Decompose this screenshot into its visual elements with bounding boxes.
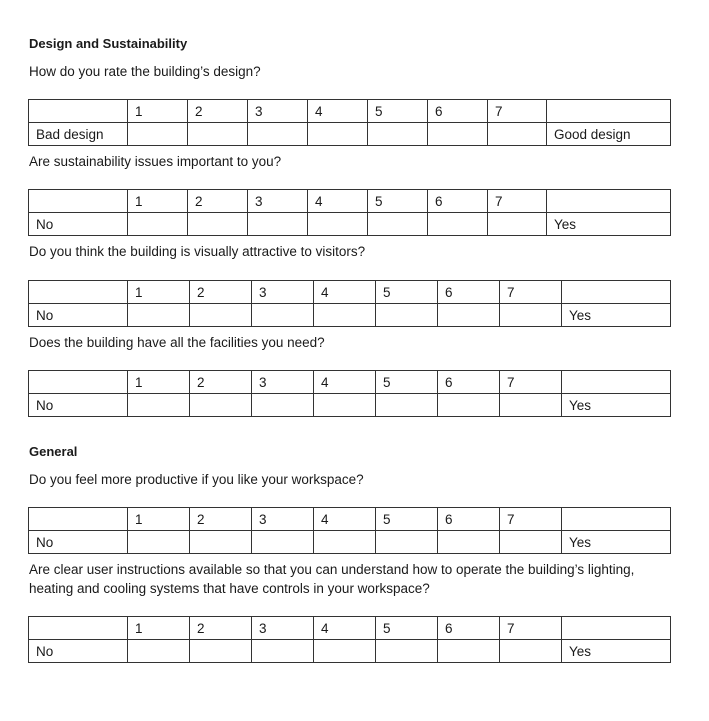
- scale-number-4: 4: [314, 371, 376, 394]
- scale-label-blank: [29, 100, 128, 123]
- rating-cell-4[interactable]: [314, 640, 376, 663]
- rating-cell-1[interactable]: [128, 123, 188, 146]
- scale-number-5: 5: [376, 371, 438, 394]
- scale-number-7: 7: [500, 281, 562, 304]
- rating-cell-5[interactable]: [376, 531, 438, 554]
- scale-number-2: 2: [188, 100, 248, 123]
- rating-cell-2[interactable]: [190, 394, 252, 417]
- scale-number-5: 5: [376, 508, 438, 531]
- rating-scale-visual: [28, 280, 671, 327]
- rating-cell-5[interactable]: [376, 640, 438, 663]
- rating-scale-design: [28, 99, 671, 146]
- rating-cell-5[interactable]: [368, 123, 428, 146]
- rating-cell-2[interactable]: [188, 123, 248, 146]
- scale-number-3: 3: [252, 508, 314, 531]
- scale-number-2: 2: [190, 508, 252, 531]
- rating-cell-2[interactable]: [190, 531, 252, 554]
- scale-high-label: Yes: [562, 640, 671, 663]
- rating-scale-sustainability: [28, 189, 671, 236]
- scale-low-label: No: [29, 213, 128, 236]
- rating-cell-1[interactable]: [128, 394, 190, 417]
- question-productivity: Do you feel more productive if you like your workspace?: [29, 472, 364, 487]
- scale-number-2: 2: [188, 190, 248, 213]
- scale-number-6: 6: [438, 617, 500, 640]
- rating-cell-6[interactable]: [438, 304, 500, 327]
- scale-label-blank: [29, 371, 128, 394]
- scale-number-6: 6: [438, 371, 500, 394]
- rating-cell-2[interactable]: [190, 640, 252, 663]
- scale-number-7: 7: [488, 190, 547, 213]
- scale-label-blank: [29, 508, 128, 531]
- question-user-instructions: Are clear user instructions available so that you can understand how to operate the building’s lighting, heating and cooling systems that have controls in your workspace?: [29, 562, 635, 596]
- rating-cell-3[interactable]: [248, 123, 308, 146]
- scale-number-2: 2: [190, 617, 252, 640]
- rating-cell-6[interactable]: [428, 123, 488, 146]
- question-visual-attraction: Do you think the building is visually attractive to visitors?: [29, 244, 366, 259]
- scale-label-blank: [562, 371, 671, 394]
- rating-cell-3[interactable]: [252, 394, 314, 417]
- rating-cell-7[interactable]: [500, 640, 562, 663]
- rating-scale-instructions: [28, 616, 671, 663]
- scale-high-label: Yes: [562, 531, 671, 554]
- rating-cell-5[interactable]: [368, 213, 428, 236]
- scale-number-1: 1: [128, 508, 190, 531]
- rating-cell-2[interactable]: [188, 213, 248, 236]
- rating-cell-6[interactable]: [438, 394, 500, 417]
- rating-cell-7[interactable]: [488, 123, 547, 146]
- rating-cell-1[interactable]: [128, 640, 190, 663]
- scale-number-2: 2: [190, 281, 252, 304]
- rating-cell-4[interactable]: [314, 304, 376, 327]
- scale-number-1: 1: [128, 281, 190, 304]
- scale-number-4: 4: [314, 281, 376, 304]
- scale-number-4: 4: [314, 617, 376, 640]
- scale-label-blank: [562, 281, 671, 304]
- rating-cell-6[interactable]: [438, 531, 500, 554]
- scale-label-blank: [29, 617, 128, 640]
- rating-cell-4[interactable]: [314, 394, 376, 417]
- scale-number-1: 1: [128, 100, 188, 123]
- scale-number-5: 5: [368, 100, 428, 123]
- scale-label-blank: [29, 190, 128, 213]
- scale-number-4: 4: [308, 190, 368, 213]
- rating-cell-4[interactable]: [314, 531, 376, 554]
- scale-label-blank: [562, 508, 671, 531]
- scale-number-4: 4: [308, 100, 368, 123]
- rating-cell-1[interactable]: [128, 304, 190, 327]
- scale-high-label: Good design: [547, 123, 671, 146]
- rating-cell-7[interactable]: [500, 304, 562, 327]
- section-heading-general: General: [29, 444, 78, 459]
- scale-low-label: No: [29, 531, 128, 554]
- scale-number-3: 3: [248, 100, 308, 123]
- scale-number-5: 5: [376, 617, 438, 640]
- scale-high-label: Yes: [547, 213, 671, 236]
- scale-number-7: 7: [500, 617, 562, 640]
- scale-number-6: 6: [438, 508, 500, 531]
- rating-cell-1[interactable]: [128, 531, 190, 554]
- rating-cell-5[interactable]: [376, 304, 438, 327]
- rating-cell-7[interactable]: [500, 531, 562, 554]
- section-heading-design: Design and Sustainability: [29, 36, 188, 51]
- rating-cell-7[interactable]: [500, 394, 562, 417]
- rating-cell-7[interactable]: [488, 213, 547, 236]
- scale-number-3: 3: [252, 281, 314, 304]
- scale-label-blank: [562, 617, 671, 640]
- rating-cell-5[interactable]: [376, 394, 438, 417]
- scale-number-3: 3: [252, 617, 314, 640]
- scale-label-blank: [29, 281, 128, 304]
- rating-cell-1[interactable]: [128, 213, 188, 236]
- scale-number-7: 7: [488, 100, 547, 123]
- rating-scale-facilities: [28, 370, 671, 417]
- scale-label-blank: [547, 100, 671, 123]
- scale-high-label: Yes: [562, 394, 671, 417]
- scale-low-label: No: [29, 304, 128, 327]
- rating-cell-2[interactable]: [190, 304, 252, 327]
- scale-low-label: No: [29, 640, 128, 663]
- scale-number-7: 7: [500, 371, 562, 394]
- rating-cell-4[interactable]: [308, 213, 368, 236]
- scale-number-6: 6: [438, 281, 500, 304]
- scale-number-1: 1: [128, 371, 190, 394]
- scale-high-label: Yes: [562, 304, 671, 327]
- scale-number-1: 1: [128, 190, 188, 213]
- scale-number-2: 2: [190, 371, 252, 394]
- rating-cell-6[interactable]: [438, 640, 500, 663]
- scale-number-4: 4: [314, 508, 376, 531]
- scale-number-1: 1: [128, 617, 190, 640]
- scale-number-6: 6: [428, 190, 488, 213]
- scale-number-3: 3: [248, 190, 308, 213]
- scale-low-label: Bad design: [29, 123, 128, 146]
- rating-cell-3[interactable]: [252, 640, 314, 663]
- rating-cell-3[interactable]: [248, 213, 308, 236]
- rating-cell-6[interactable]: [428, 213, 488, 236]
- question-facilities: Does the building have all the facilities you need?: [29, 335, 325, 350]
- scale-low-label: No: [29, 394, 128, 417]
- question-sustainability: Are sustainability issues important to you?: [29, 154, 282, 169]
- scale-number-5: 5: [376, 281, 438, 304]
- scale-label-blank: [547, 190, 671, 213]
- scale-number-3: 3: [252, 371, 314, 394]
- rating-cell-3[interactable]: [252, 531, 314, 554]
- question-design-rating: How do you rate the building’s design?: [29, 64, 261, 79]
- rating-scale-productivity: [28, 507, 671, 554]
- scale-number-7: 7: [500, 508, 562, 531]
- rating-cell-4[interactable]: [308, 123, 368, 146]
- scale-number-6: 6: [428, 100, 488, 123]
- scale-number-5: 5: [368, 190, 428, 213]
- rating-cell-3[interactable]: [252, 304, 314, 327]
